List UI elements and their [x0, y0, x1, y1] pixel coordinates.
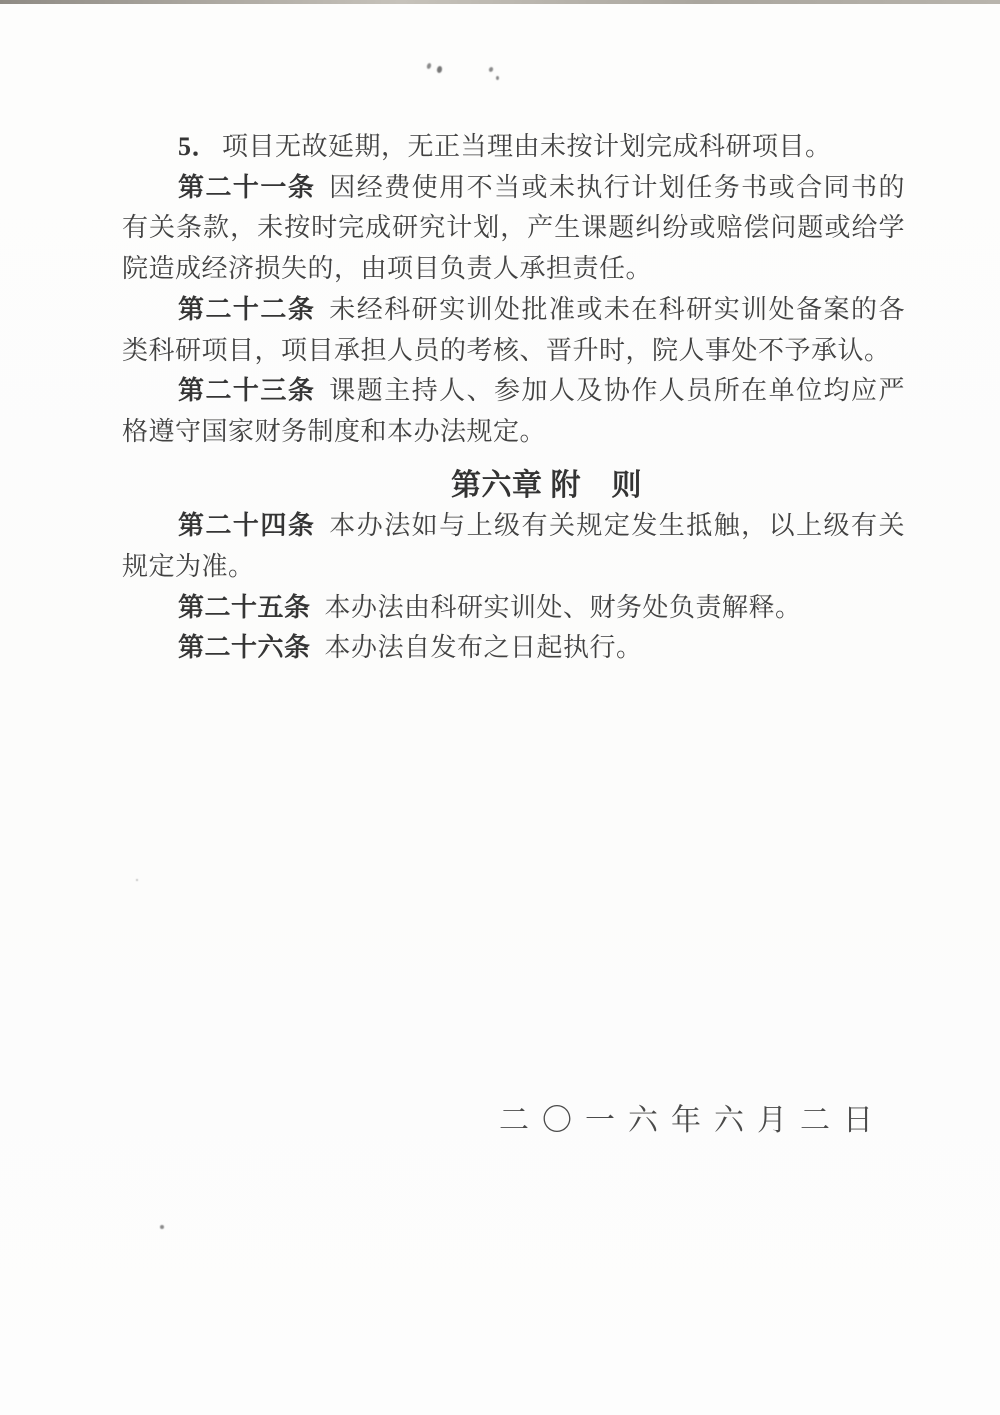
article-25 — [122, 588, 905, 629]
scan-speck — [488, 66, 494, 72]
article-26-label: 第二十六条 — [178, 633, 311, 663]
article-21-text: 因经费使用不当或未执行计划任务书或合同书的有关条款，未按时完成研究计划，产生课题纠纷或赔偿问题或给学院造成经济损失的，由项目负责人承担责任。 — [122, 172, 905, 284]
article-24-text: 本办法如与上级有关规定发生抵触，以上级有关规定为准。 — [122, 511, 905, 582]
article-21-label: 第二十一条 — [178, 172, 316, 202]
chapter-heading: 第六章 附 则 — [451, 468, 642, 502]
article-25-label: 第二十五条 — [178, 592, 311, 622]
article-22-label: 第二十二条 — [178, 294, 316, 324]
article-22-text: 未经科研实训处批准或未在科研实训处备案的各类科研项目，项目承担人员的考核、晋升时，院人事处不予承认。 — [122, 294, 905, 365]
article-24-label: 第二十四条 — [178, 511, 316, 541]
document-body — [122, 127, 905, 669]
article-23-label: 第二十三条 — [178, 376, 316, 406]
scan-speck — [160, 1225, 164, 1229]
article-24 — [122, 506, 905, 587]
list-item-number: 5． — [178, 132, 219, 161]
scan-speck — [496, 76, 499, 80]
article-21 — [122, 168, 905, 290]
scan-speck — [426, 63, 432, 70]
article-22 — [122, 290, 905, 371]
scan-speck — [436, 66, 442, 74]
article-23-text: 课题主持人、参加人及协作人员所在单位均应严格遵守国家财务制度和本办法规定。 — [122, 376, 905, 446]
list-item-text: 项目无故延期，无正当理由未按计划完成科研项目。 — [222, 132, 832, 161]
article-25-text: 本办法由科研实训处、财务处负责解释。 — [324, 592, 802, 622]
numbered-list-item-5 — [122, 127, 905, 168]
article-26-text: 本办法自发布之日起执行。 — [324, 633, 643, 663]
document-date: 二〇一六年六月二日 — [499, 1104, 886, 1137]
scan-speck — [136, 879, 138, 881]
scan-edge-artifact — [0, 0, 1000, 4]
article-23 — [122, 371, 905, 452]
article-26 — [122, 628, 905, 669]
